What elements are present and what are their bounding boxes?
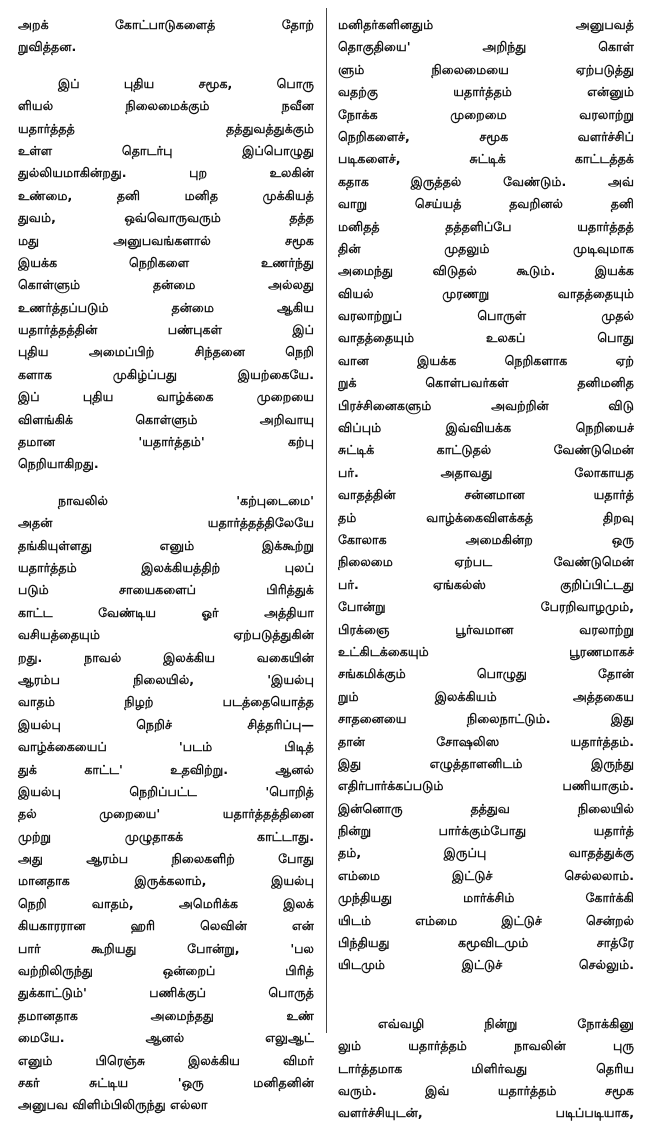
text-line: நிலைமை ஏற்பட வேண்டுமென் (338, 554, 634, 570)
text-line: யிடம் எம்மை இட்டுச் சென்றல் (338, 912, 634, 928)
text-line: யிடமும் இட்டுச் செல்லும். (338, 957, 634, 973)
text-line: அது ஆரம்ப நிலைகளிற் போது (18, 851, 314, 867)
text-line: யதார்த்தம் இலக்கியத்திற் புலப் (18, 559, 314, 575)
text-line: போன்று பேரறிவாழமும், (338, 599, 634, 615)
text-line: வாதத்தின் சன்னமான யதார்த் (338, 487, 634, 503)
text-line: புதிய அமைப்பிற் சிந்தனை நெறி (18, 344, 314, 360)
text-line: ளியல் நிலைமைக்கும் நவீன (18, 98, 314, 114)
text-line: அனுபவ விளிம்பிலிருந்து எல்லா (18, 1097, 208, 1113)
text-line: கியகாரரான ஹரி லெவின் என் (18, 918, 314, 934)
text-line: படிகளைச், சுட்டிக் காட்டத்தக் (338, 151, 634, 167)
text-line: றது. நாவல் இலக்கிய வகையின் (18, 649, 314, 665)
left-column (18, 14, 314, 1117)
text-line: தம், இருப்பு வாதத்துக்கு (338, 845, 634, 861)
text-line: இன்னொரு தத்துவ நிலையில் (338, 800, 634, 816)
text-line: விப்பும் இவ்வியக்க நெறியைச் (338, 420, 634, 436)
text-line: விளங்கிக் கொள்ளும் அறிவாயு (18, 411, 314, 427)
text-line: எம்மை இட்டுச் செல்லலாம். (338, 867, 634, 883)
text-line: தம் வாழ்க்கைவிளக்கத் திறவு (338, 509, 634, 525)
text-line: வாதம் நிழற் படத்தையொத்த (18, 694, 314, 710)
text-line: மது அனுபவங்களால் சமூக (18, 232, 314, 248)
text-line: தங்கியுள்ளது எனும் இக்கூற்று (18, 537, 314, 553)
text-line: முந்தியது மார்க்சிம் கோர்க்கி (338, 890, 634, 906)
text-line: சுட்டிக் காட்டுதல் வேண்டுமென் (338, 442, 634, 458)
text-line: யதார்த்தத்தின் பண்புகள் இப் (18, 322, 314, 338)
right-paragraph-1 (338, 14, 634, 977)
text-line: தொகுதியை' அறிந்து கொள் (338, 39, 634, 55)
text-line: டார்த்தமாக மிளிர்வது தெரிய (338, 1060, 634, 1076)
text-line: துக் காட்ட' உதவிற்று. ஆனல் (18, 761, 314, 777)
text-line: கோலாக அமைகின்ற ஒரு (338, 531, 634, 547)
text-line: வான இயக்க நெறிகளாக ஏற் (338, 352, 634, 368)
text-line: எவ்வழி நின்று நோக்கினு (378, 1015, 634, 1031)
text-line: ஆரம்ப நிலையில், 'இயல்பு (18, 671, 314, 687)
text-line: எதிர்பார்க்கப்படும் பணியாகும். (338, 778, 634, 794)
text-line: பிரச்சினைகளும் அவற்றின் விடு (338, 397, 634, 413)
text-line: தமானதாக அமைந்தது உண் (18, 1007, 314, 1023)
left-paragraph-3 (18, 490, 314, 1117)
text-line: துக்காட்டும்' பணிக்குப் பொருத் (18, 985, 314, 1001)
text-line: வியல் முரணறு வாதத்தையும் (338, 285, 634, 301)
text-line: உணர்த்தப்படும் தன்மை ஆகிய (18, 299, 314, 315)
text-line: றும் இலக்கியம் அத்தகைய (338, 688, 634, 704)
text-line: பிந்தியது கமூவிடமும் சாத்ரே (338, 935, 634, 951)
text-line: துவம், ஒவ்வொருவரும் தத்த (18, 210, 314, 226)
text-line: மனிதத் தத்தளிப்பே யதார்த்தத் (338, 218, 634, 234)
text-line: நோக்க முறைமை வரலாற்று (338, 106, 634, 122)
text-line: நெறிகளைச், சமூக வளர்ச்சிப் (338, 128, 634, 144)
text-line: நெறி வாதம், அமெரிக்க இலக் (18, 895, 314, 911)
text-line: அறக் கோட்பாடுகளைத் தோற் (18, 17, 314, 32)
text-line: வாழ்க்கையைப் 'படம் பிடித் (18, 739, 314, 755)
text-line: சங்கமிக்கும் பொழுது தோன் (338, 666, 634, 682)
text-line: இயல்பு நெறிச் சித்தரிப்பு— (18, 716, 314, 732)
text-line: சகர் சுட்டிய 'ஒரு மனிதனின் (18, 1074, 314, 1090)
text-line: உண்மை, தனி மனித முக்கியத் (18, 187, 314, 203)
text-line: லும் யதார்த்தம் நாவலின் புரு (338, 1038, 634, 1054)
text-line: நாவலில் 'கற்புடைமை' (58, 492, 314, 508)
right-paragraph-2 (338, 1013, 634, 1125)
text-line: பர். அதாவது லோகாயத (338, 464, 634, 480)
text-line: யதார்த்தத் தத்துவத்துக்கும் (18, 120, 314, 136)
text-line: வளர்ச்சியுடன், படிப்படியாக, (338, 1105, 634, 1121)
text-line: எனும் பிரெஞ்சு இலக்கிய விமர் (18, 1052, 314, 1068)
text-line: சாதனையை நிலைநாட்டும். இது (338, 711, 634, 727)
text-line: றுக் கொள்பவர்கள் தனிமனித (338, 375, 634, 391)
text-line: வற்றிலிருந்து ஒன்றைப் பிரித் (18, 963, 314, 979)
column-divider (326, 8, 327, 1033)
text-line: மையே. ஆனல் எலுஆட் (18, 1030, 314, 1046)
text-line: றுவித்தன. (18, 39, 77, 55)
text-line: ளும் நிலைமையை ஏற்படுத்து (338, 61, 634, 77)
text-line: வரலாற்றுப் பொருள் முதல் (338, 308, 634, 324)
text-line: வாறு செய்யத் தவறினல் தனி (338, 196, 634, 212)
text-line: பிரக்ஞை பூர்வமான வரலாற்று (338, 621, 634, 637)
left-paragraph-1 (18, 14, 314, 59)
text-line: வசியத்தையும் ஏற்படுத்துகின் (18, 627, 314, 643)
text-line: தின் முதலும் முடிவுமாக (338, 240, 634, 256)
text-line: தல் முறையை' யதார்த்தத்தினை (18, 806, 314, 822)
text-line: களாக முகிழ்ப்பது இயற்கையே. (18, 366, 314, 382)
text-line: நெறியாகிறது. (18, 456, 99, 472)
text-line: தமான 'யதார்த்தம்' கற்பு (18, 434, 314, 450)
text-line: கதாக இருத்தல் வேண்டும். அவ் (338, 173, 634, 189)
text-line: இப் புதிய சமூக, பொரு (58, 75, 314, 91)
text-line: மனிதர்களினதும் அனுபவத் (338, 17, 634, 32)
text-line: தான் சோஷலிஸ யதார்த்தம். (338, 733, 634, 749)
right-column (338, 14, 634, 1125)
text-line: மானதாக இருக்கலாம், இயல்பு (18, 873, 314, 889)
text-line: பர். ஏங்கல்ஸ் குறிப்பிட்டது (338, 576, 634, 592)
text-line: உள்ள தொடர்பு இப்பொழுது (18, 142, 314, 158)
text-line: வாதத்தையும் உலகப் பொது (338, 330, 634, 346)
text-line: அமைந்து விடுதல் கூடும். இயக்க (338, 263, 634, 279)
text-line: பார் கூறியது போன்று, 'பல (18, 940, 314, 956)
text-line: இது எழுத்தாளனிடம் இருந்து (338, 755, 634, 771)
text-line: கொள்ளும் தன்மை அல்லது (18, 277, 314, 293)
left-paragraph-2 (18, 73, 314, 476)
text-line: வதற்கு யதார்த்தம் என்னும் (338, 84, 634, 100)
text-line: அதன் யதார்த்தத்திலேயே (18, 515, 314, 531)
text-line: நின்று பார்க்கும்போது யதார்த் (338, 823, 634, 839)
text-line: வரும். இவ் யதார்த்தம் சமூக (338, 1082, 634, 1098)
text-line: முற்று முழுதாகக் காட்டாது. (18, 828, 314, 844)
text-line: இப் புதிய வாழ்க்கை முறையை (18, 389, 314, 405)
text-line: இயல்பு நெறிப்பட்ட 'பொறித் (18, 783, 314, 799)
text-line: இயக்க நெறிகளை உணர்ந்து (18, 254, 314, 270)
text-line: துல்லியமாகின்றது. புற உலகின் (18, 165, 314, 181)
text-line: படும் சாயைகளைப் பிரித்துக் (18, 582, 314, 598)
text-line: உட்கிடக்கையும் பூரணமாகச் (338, 643, 634, 659)
text-line: காட்ட வேண்டிய ஓர் அத்தியா (18, 604, 314, 620)
